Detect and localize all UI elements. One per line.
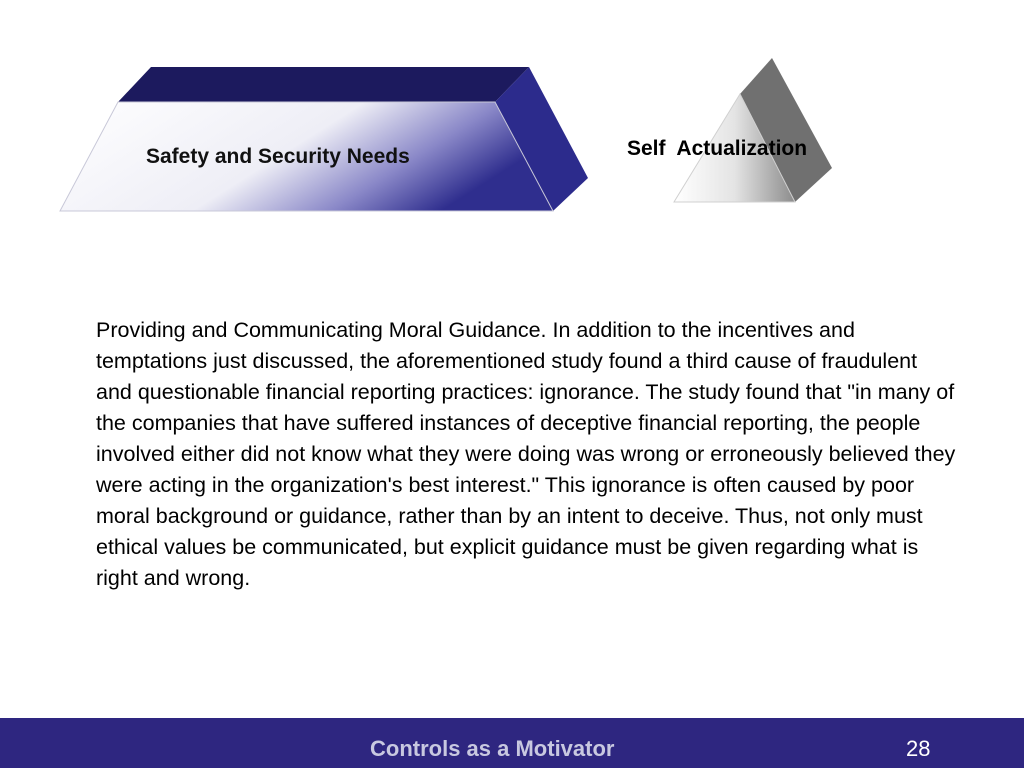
safety-security-label: Safety and Security Needs (146, 145, 410, 168)
body-paragraph: Providing and Communicating Moral Guidance. In addition to the incentives and temptations just discussed, the aforementioned study found a third cause of fraudulent and questionable financial reporting practices: ignorance. The study found that "in many of the companies that have suffered instances of deceptive financial reporting, the people involved either did not know what they were doing was wrong or erroneously believed they were acting in the organization's best interest." This ignorance is often caused by poor moral background or guidance, rather than by an intent to deceive. Thus, not only must ethical values be communicated, but explicit guidance must be given regarding what is right and wrong. (96, 318, 956, 590)
safety-security-trapezoid-shape (55, 60, 595, 220)
trapezoid-top-face (118, 67, 529, 102)
self-actualization-label: Self Actualization (627, 137, 808, 160)
self-actualization-triangle-shape (668, 52, 838, 212)
page-number: 28 (906, 736, 931, 761)
footer-bar (0, 718, 1024, 768)
footer-title: Controls as a Motivator (370, 736, 615, 761)
